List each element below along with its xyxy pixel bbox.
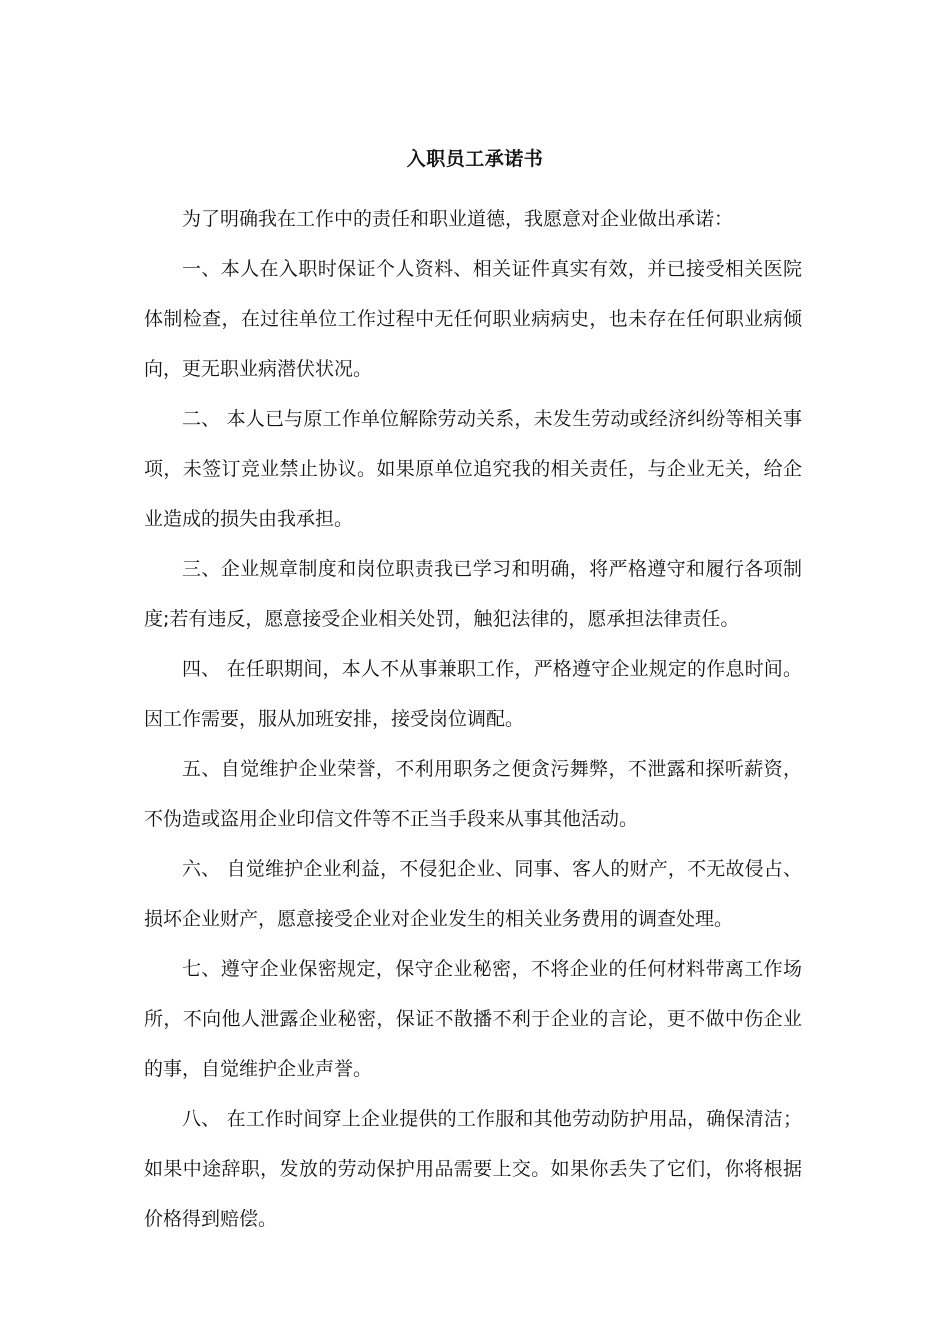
- clause-paragraph-4: 四、 在任职期间，本人不从事兼职工作，严格遵守企业规定的作息时间。因工作需要，服从加班安排，接受岗位调配。: [144, 658, 802, 730]
- clause-paragraph-1: 一、本人在入职时保证个人资料、相关证件真实有效，并已接受相关医院体制检查，在过往单位工作过程中无任何职业病病史，也未存在任何职业病倾向，更无职业病潜伏状况。: [144, 258, 802, 380]
- clause-paragraph-5: 五、自觉维护企业荣誉，不利用职务之便贪污舞弊，不泄露和探听薪资，不伪造或盗用企业印信文件等不正当手段来从事其他活动。: [144, 758, 802, 830]
- clause-paragraph-3: 三、企业规章制度和岗位职责我已学习和明确，将严格遵守和履行各项制度;若有违反，愿意接受企业相关处罚，触犯法律的，愿承担法律责任。: [144, 558, 802, 630]
- document-title: 入职员工承诺书: [406, 148, 544, 170]
- intro-paragraph: 为了明确我在工作中的责任和职业道德，我愿意对企业做出承诺：: [182, 208, 734, 230]
- clause-paragraph-6: 六、 自觉维护企业利益，不侵犯企业、同事、客人的财产，不无故侵占、损坏企业财产，愿意接受企业对企业发生的相关业务费用的调查处理。: [144, 858, 802, 930]
- clause-paragraph-8: 八、 在工作时间穿上企业提供的工作服和其他劳动防护用品，确保清洁；如果中途辞职，发放的劳动保护用品需要上交。如果你丢失了它们，你将根据价格得到赔偿。: [144, 1108, 802, 1230]
- document-body: [144, 194, 802, 1244]
- clause-paragraph-7: 七、遵守企业保密规定，保守企业秘密，不将企业的任何材料带离工作场所，不向他人泄露企业秘密，保证不散播不利于企业的言论，更不做中伤企业的事，自觉维护企业声誉。: [144, 958, 802, 1080]
- clause-paragraph-2: 二、 本人已与原工作单位解除劳动关系，未发生劳动或经济纠纷等相关事项，未签订竞业禁止协议。如果原单位追究我的相关责任，与企业无关，给企业造成的损失由我承担。: [144, 408, 802, 530]
